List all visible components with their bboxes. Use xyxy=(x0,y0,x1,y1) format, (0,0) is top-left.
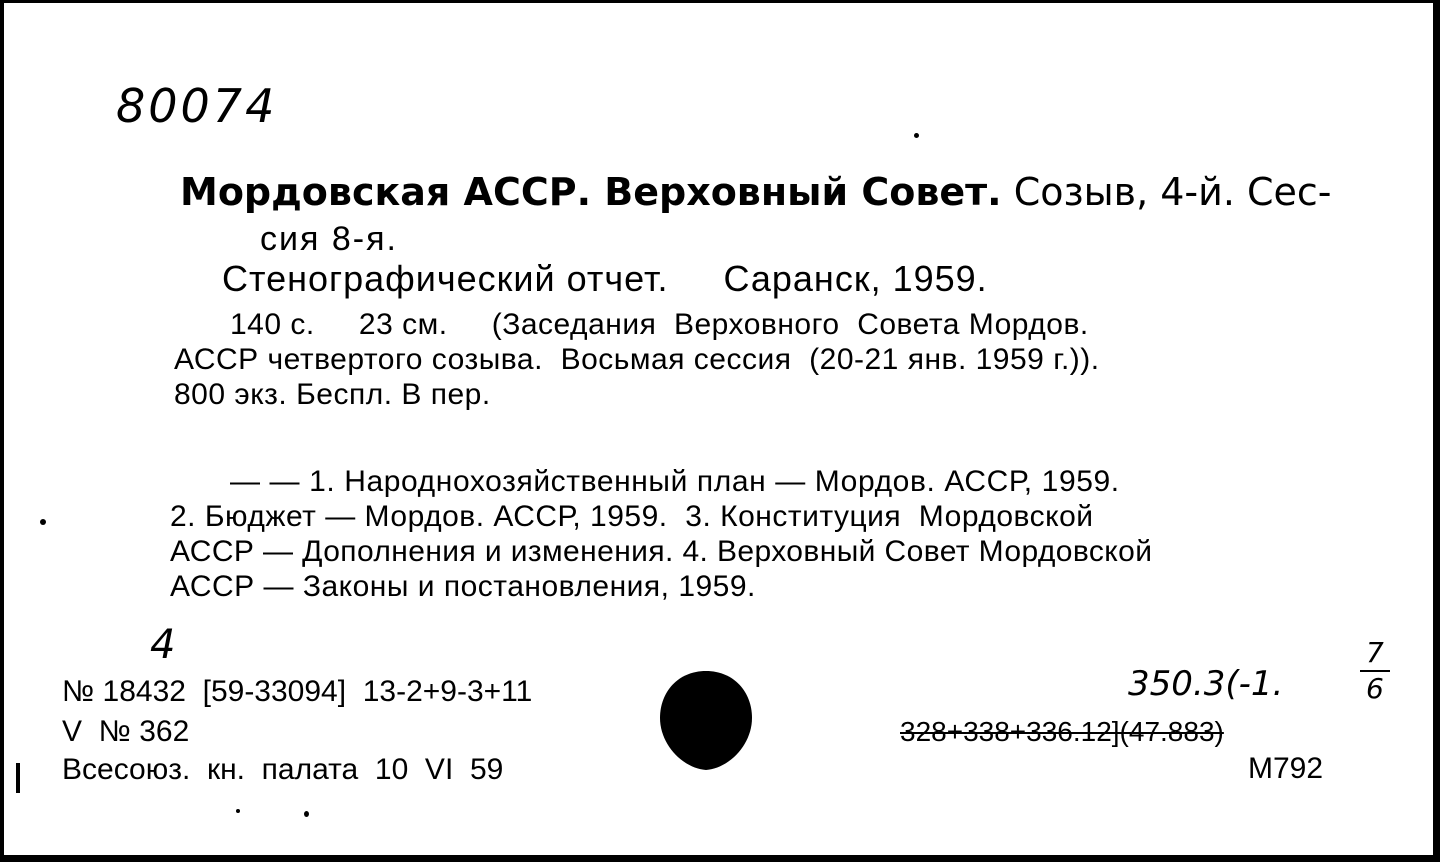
entry-heading-author: Мордовская АССР. Верховный Совет. xyxy=(180,170,1002,214)
entry-description-line-3: 800 экз. Беспл. В пер. xyxy=(174,378,491,411)
footer-left-line-2: V № 362 xyxy=(62,715,190,748)
handwritten-class-number: 350.3(-1. xyxy=(1128,664,1284,704)
handwritten-fraction-top: 7 xyxy=(1366,636,1384,669)
footer-left-line-3: Всесоюз. кн. палата 10 VI 59 xyxy=(62,753,504,786)
subjects-line-2: 2. Бюджет — Мордов. АССР, 1959. 3. Конституция Мордовской xyxy=(170,500,1094,533)
punched-hole xyxy=(656,668,756,773)
speck xyxy=(914,133,919,138)
catalog-card xyxy=(4,3,1433,855)
entry-description-line-2: АССР четвертого созыва. Восьмая сессия (20-21 янв. 1959 г.)). xyxy=(174,343,1100,376)
entry-heading-series: Созыв, 4-й. Сес- xyxy=(1001,170,1332,214)
footer-left-line-1: № 18432 [59-33094] 13-2+9-3+11 xyxy=(62,675,533,708)
handwritten-fraction-bottom: 6 xyxy=(1366,672,1384,705)
catalog-code: М792 xyxy=(1248,752,1324,785)
speck xyxy=(236,809,240,813)
speck xyxy=(304,811,309,817)
struck-classification: 328+338+336.12](47.883) xyxy=(900,716,1224,747)
subjects-line-4: АССР — Законы и постановления, 1959. xyxy=(170,570,756,603)
entry-description-line-1: 140 с. 23 см. (Заседания Верховного Совета Мордов. xyxy=(230,308,1089,341)
entry-heading xyxy=(180,170,1332,214)
handwritten-number: 80074 xyxy=(116,79,278,133)
subjects-line-3: АССР — Дополнения и изменения. 4. Верховный Совет Мордовской xyxy=(170,535,1153,568)
margin-mark xyxy=(16,763,20,793)
entry-heading-continuation: сия 8-я. xyxy=(260,220,398,258)
speck xyxy=(40,519,46,525)
subjects-line-1: — — 1. Народнохозяйственный план — Мордов. АССР, 1959. xyxy=(230,465,1120,498)
handwritten-mark: 4 xyxy=(150,622,176,668)
entry-title: Стенографический отчет. Саранск, 1959. xyxy=(222,258,988,299)
